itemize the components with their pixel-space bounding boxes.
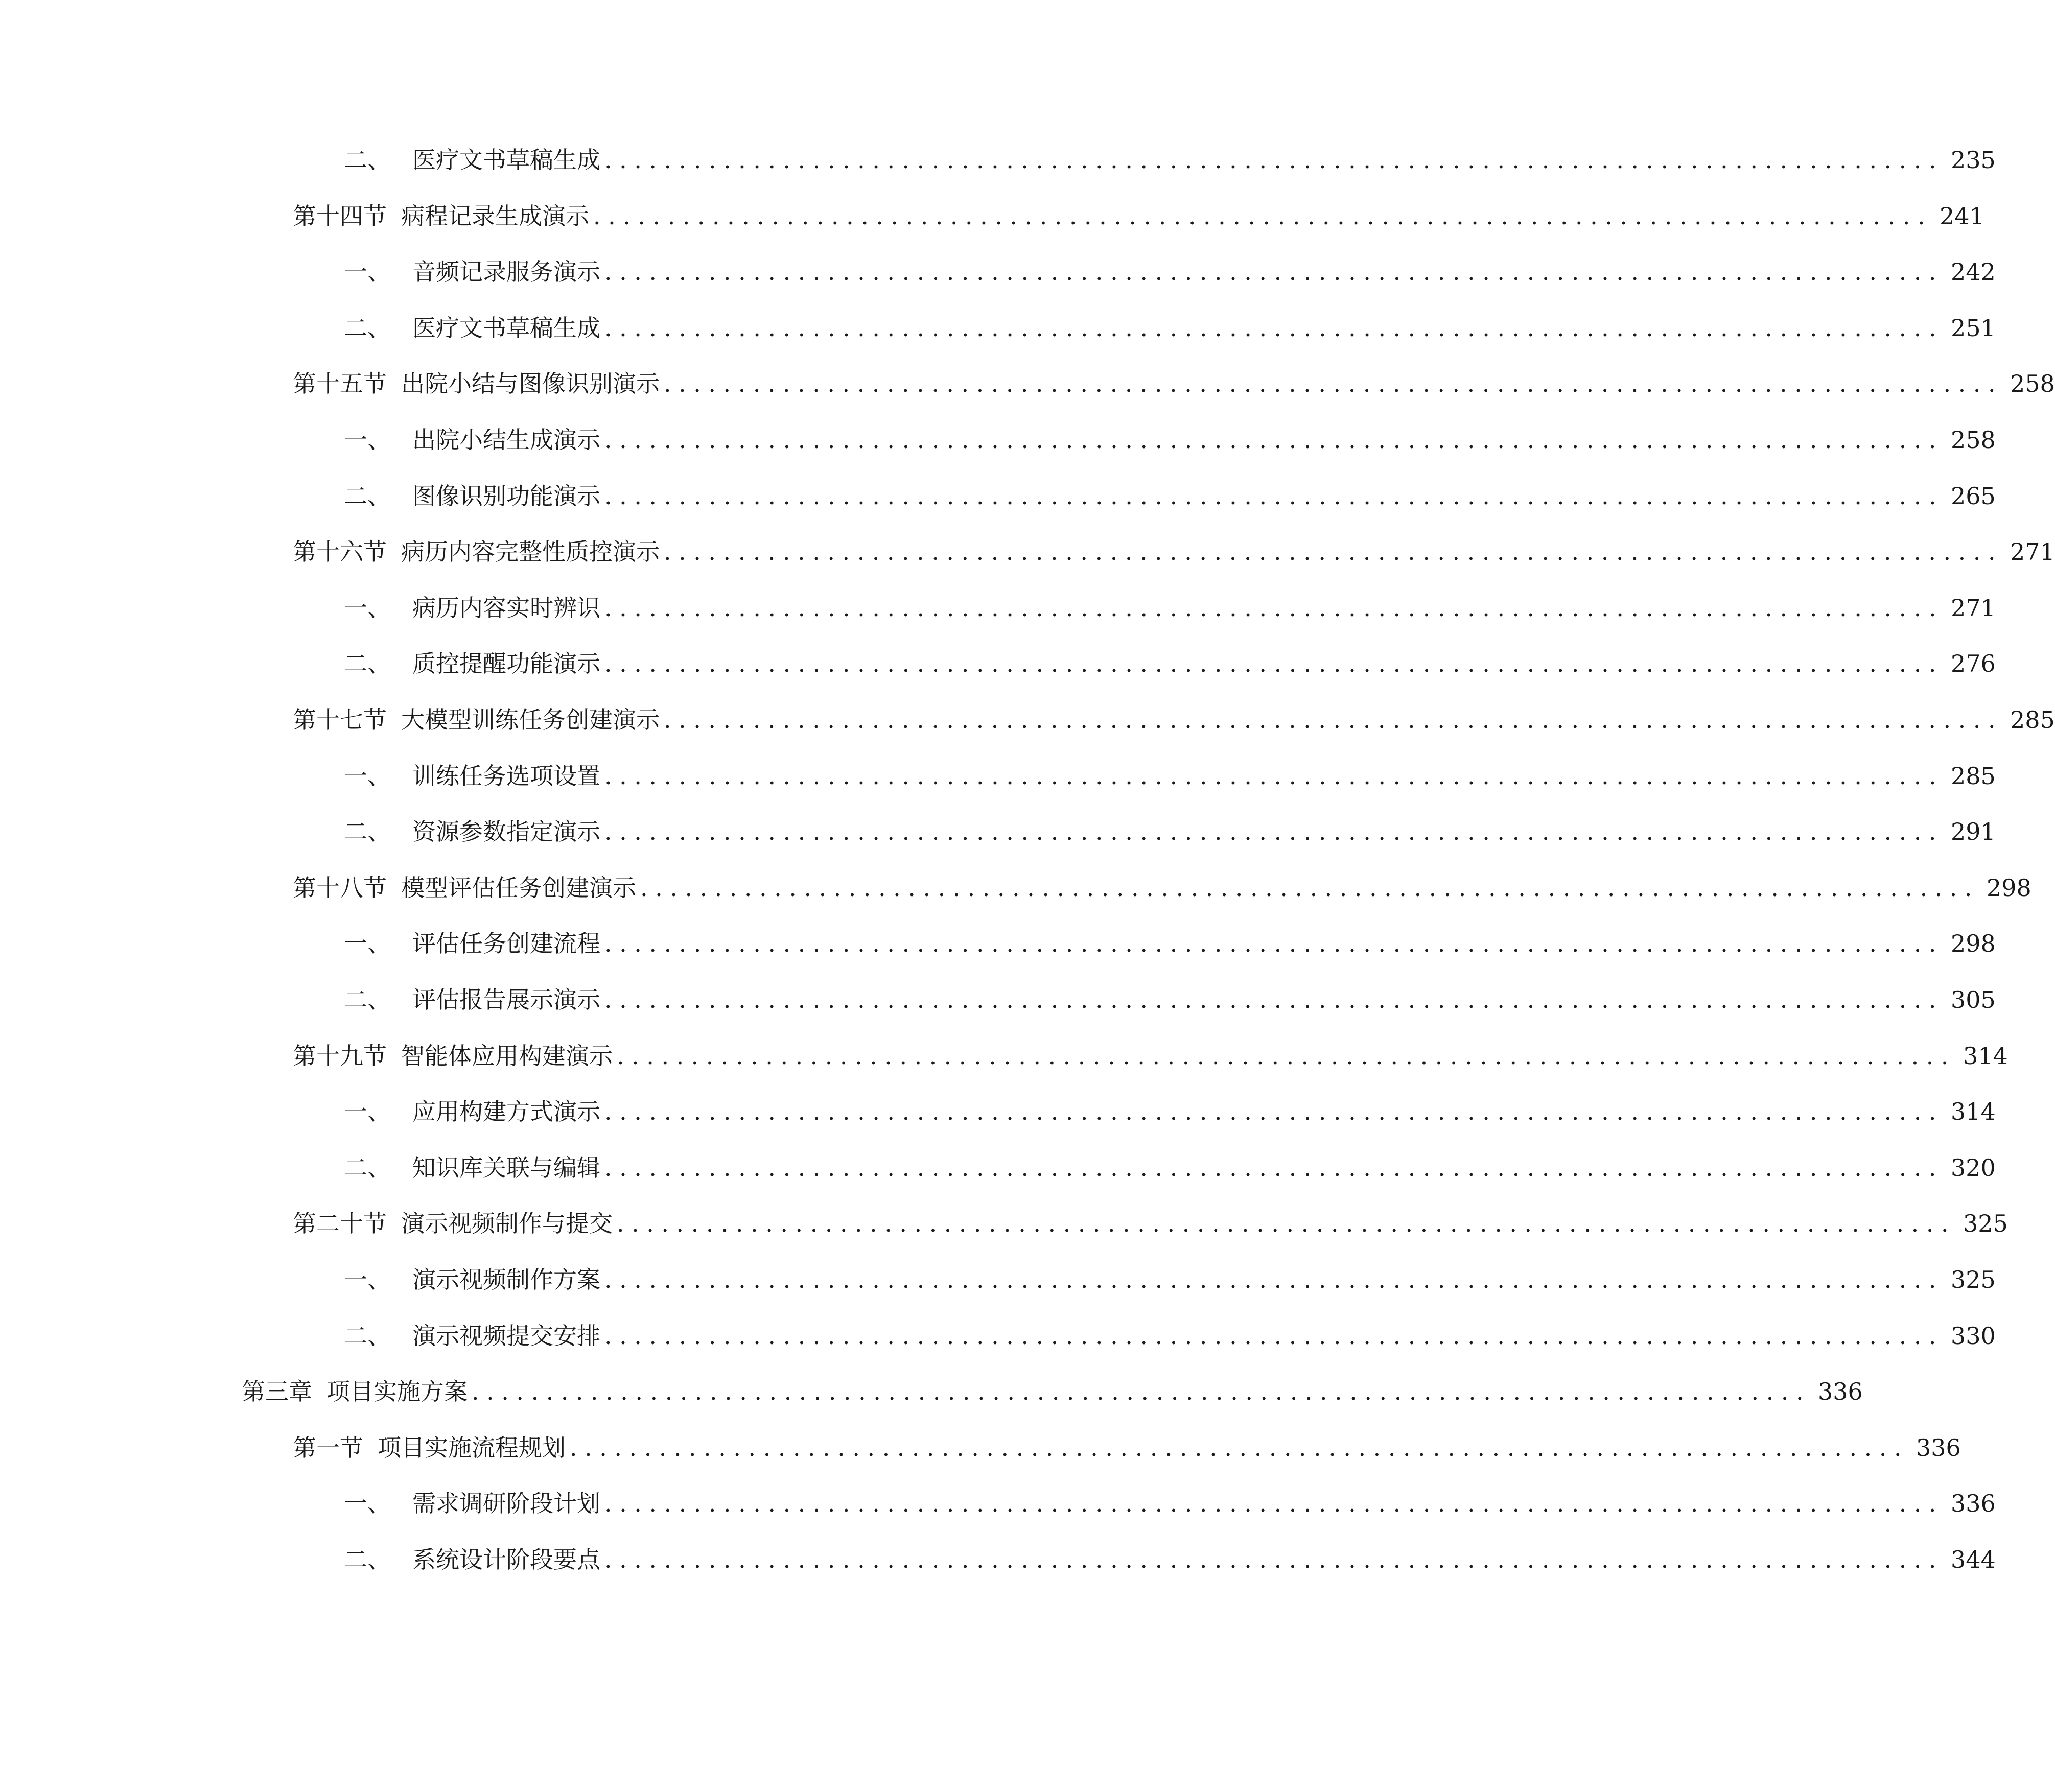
toc-entry-number: 一、 [344,594,391,622]
toc-entry[interactable] [293,1038,2008,1074]
toc-entry-number: 第三章 [242,1378,312,1405]
toc-entry-page-number: 336 [1916,1434,1961,1461]
toc-entry[interactable] [344,1542,1996,1577]
toc-entry[interactable] [344,478,1996,514]
toc-leader-dots: .......................................................................................... [604,314,1944,342]
toc-entry-title: 演示视频提交安排 [412,1322,600,1350]
toc-entry-title: 系统设计阶段要点 [412,1546,600,1573]
toc-entry-title: 病历内容实时辨识 [412,594,600,622]
toc-entry-page-number: 298 [1987,874,2031,902]
toc-entry[interactable] [293,870,2031,906]
toc-leader-dots: .......................................................................................... [664,370,2003,397]
toc-leader-dots: .......................................................................................... [640,874,1979,902]
toc-entry-page-number: 314 [1951,1098,1996,1125]
toc-entry-number: 一、 [344,1098,391,1125]
toc-leader-dots: .......................................................................................... [570,1434,1909,1461]
toc-entry[interactable] [344,814,1996,850]
toc-entry-page-number: 235 [1951,146,1996,174]
toc-entry-page-number: 271 [2010,538,2055,565]
toc-entry-number: 一、 [344,1490,391,1517]
toc-entry-page-number: 314 [1963,1042,2008,1070]
toc-entry[interactable] [344,1262,1996,1298]
toc-entry-page-number: 330 [1951,1322,1996,1350]
toc-leader-dots: .......................................................................................... [604,482,1944,510]
toc-entry-title: 应用构建方式演示 [412,1098,600,1125]
toc-leader-dots: .......................................................................................... [604,1154,1944,1182]
toc-entry-title: 训练任务选项设置 [412,762,600,790]
toc-entry[interactable] [344,590,1996,626]
toc-leader-dots: .......................................................................................... [604,1098,1944,1125]
toc-entry-title: 出院小结生成演示 [412,426,600,454]
toc-entry-page-number: 242 [1951,258,1996,286]
toc-leader-dots: .......................................................................................... [664,706,2003,734]
toc-entry-page-number: 285 [2010,706,2055,734]
toc-entry[interactable] [293,534,2055,570]
toc-entry-title: 病历内容完整性质控演示 [401,538,660,565]
toc-entry-title: 评估任务创建流程 [412,930,600,957]
toc-leader-dots: .......................................................................................... [604,1266,1944,1293]
toc-entry-number: 一、 [344,258,391,286]
toc-entry-title: 大模型训练任务创建演示 [401,706,660,734]
toc-entry-title: 医疗文书草稿生成 [412,146,600,174]
toc-entry-number: 二、 [344,314,391,342]
toc-entry-number: 第二十节 [293,1210,387,1237]
toc-entry-number: 二、 [344,1322,391,1350]
toc-leader-dots: .......................................................................................... [617,1042,1956,1070]
toc-entry-number: 第十六节 [293,538,387,565]
toc-leader-dots: .......................................................................................... [604,818,1944,845]
toc-entry-page-number: 291 [1951,818,1996,845]
toc-entry-number: 二、 [344,818,391,845]
toc-leader-dots: .......................................................................................... [604,146,1944,174]
toc-entry-number: 二、 [344,986,391,1013]
toc-entry-page-number: 265 [1951,482,1996,510]
toc-entry-number: 二、 [344,1154,391,1182]
toc-leader-dots: .......................................................................................... [604,930,1944,957]
toc-entry-page-number: 241 [1940,202,1984,230]
toc-entry-page-number: 258 [1951,426,1996,454]
toc-leader-dots: .......................................................................................... [604,986,1944,1013]
toc-entry[interactable] [293,1430,1961,1466]
toc-entry-page-number: 344 [1951,1546,1996,1573]
toc-entry-page-number: 298 [1951,930,1996,957]
toc-entry[interactable] [242,1374,1863,1409]
toc-entry[interactable] [344,254,1996,290]
toc-entry-title: 演示视频制作与提交 [401,1210,613,1237]
toc-entry[interactable] [293,1206,2008,1241]
toc-entry-page-number: 320 [1951,1154,1996,1182]
toc-entry-title: 医疗文书草稿生成 [412,314,600,342]
toc-entry-page-number: 305 [1951,986,1996,1013]
toc-leader-dots: .......................................................................................... [604,650,1944,677]
toc-entry-page-number: 325 [1963,1210,2008,1237]
toc-entry-page-number: 258 [2010,370,2055,397]
toc-entry-page-number: 285 [1951,762,1996,790]
toc-entry-page-number: 276 [1951,650,1996,677]
toc-entry-number: 第十八节 [293,874,387,902]
toc-leader-dots: .......................................................................................... [604,1546,1944,1573]
toc-entry-number: 一、 [344,762,391,790]
toc-entry-number: 第十四节 [293,202,387,230]
toc-entry-number: 二、 [344,650,391,677]
toc-entry-title: 资源参数指定演示 [412,818,600,845]
toc-leader-dots: .......................................................................................... [604,1322,1944,1350]
toc-entry-title: 项目实施方案 [326,1378,468,1405]
toc-leader-dots: .......................................................................................... [604,762,1944,790]
toc-entry-title: 模型评估任务创建演示 [401,874,636,902]
toc-entry-title: 知识库关联与编辑 [412,1154,600,1182]
toc-entry-title: 音频记录服务演示 [412,258,600,286]
toc-leader-dots: .......................................................................................... [617,1210,1956,1237]
toc-entry-title: 评估报告展示演示 [412,986,600,1013]
toc-entry[interactable] [293,366,2055,402]
toc-leader-dots: .......................................................................................... [593,202,1932,230]
toc-entry[interactable] [344,1486,1996,1521]
toc-entry-title: 出院小结与图像识别演示 [401,370,660,397]
toc-entry-title: 需求调研阶段计划 [412,1490,600,1517]
toc-entry-number: 第十九节 [293,1042,387,1070]
toc-entry-title: 病程记录生成演示 [401,202,589,230]
toc-entry[interactable] [344,758,1996,794]
toc-entry-number: 二、 [344,146,391,174]
toc-entry[interactable] [344,1150,1996,1186]
toc-entry-page-number: 336 [1818,1378,1863,1405]
toc-leader-dots: .......................................................................................... [604,1490,1944,1517]
toc-entry[interactable] [344,1318,1996,1354]
toc-entry-page-number: 336 [1951,1490,1996,1517]
toc-entry-page-number: 251 [1951,314,1996,342]
toc-entry[interactable] [344,142,1996,178]
toc-entry[interactable] [344,982,1996,1018]
toc-entry-number: 第十七节 [293,706,387,734]
toc-entry-number: 二、 [344,482,391,510]
toc-entry-page-number: 271 [1951,594,1996,622]
toc-leader-dots: .......................................................................................... [604,258,1944,286]
toc-entry-title: 智能体应用构建演示 [401,1042,613,1070]
toc-entry[interactable] [293,702,2055,738]
toc-entry-number: 二、 [344,1546,391,1573]
toc-entry[interactable] [344,1094,1996,1129]
toc-leader-dots: .......................................................................................... [604,426,1944,454]
toc-entry-page-number: 325 [1951,1266,1996,1293]
toc-entry[interactable] [344,926,1996,961]
toc-entry[interactable] [293,198,1984,234]
toc-entry[interactable] [344,310,1996,346]
toc-entry-title: 图像识别功能演示 [412,482,600,510]
toc-leader-dots: .......................................................................................... [472,1378,1811,1405]
toc-entry-title: 质控提醒功能演示 [412,650,600,677]
toc-entry-number: 第一节 [293,1434,363,1461]
toc-entry-title: 演示视频制作方案 [412,1266,600,1293]
toc-entry-number: 一、 [344,1266,391,1293]
toc-entry-number: 第十五节 [293,370,387,397]
toc-leader-dots: .......................................................................................... [604,594,1944,622]
toc-entry-number: 一、 [344,426,391,454]
toc-entry[interactable] [344,422,1996,458]
toc-entry-title: 项目实施流程规划 [378,1434,566,1461]
toc-entry-number: 一、 [344,930,391,957]
toc-entry[interactable] [344,646,1996,681]
toc-leader-dots: .......................................................................................... [664,538,2003,565]
